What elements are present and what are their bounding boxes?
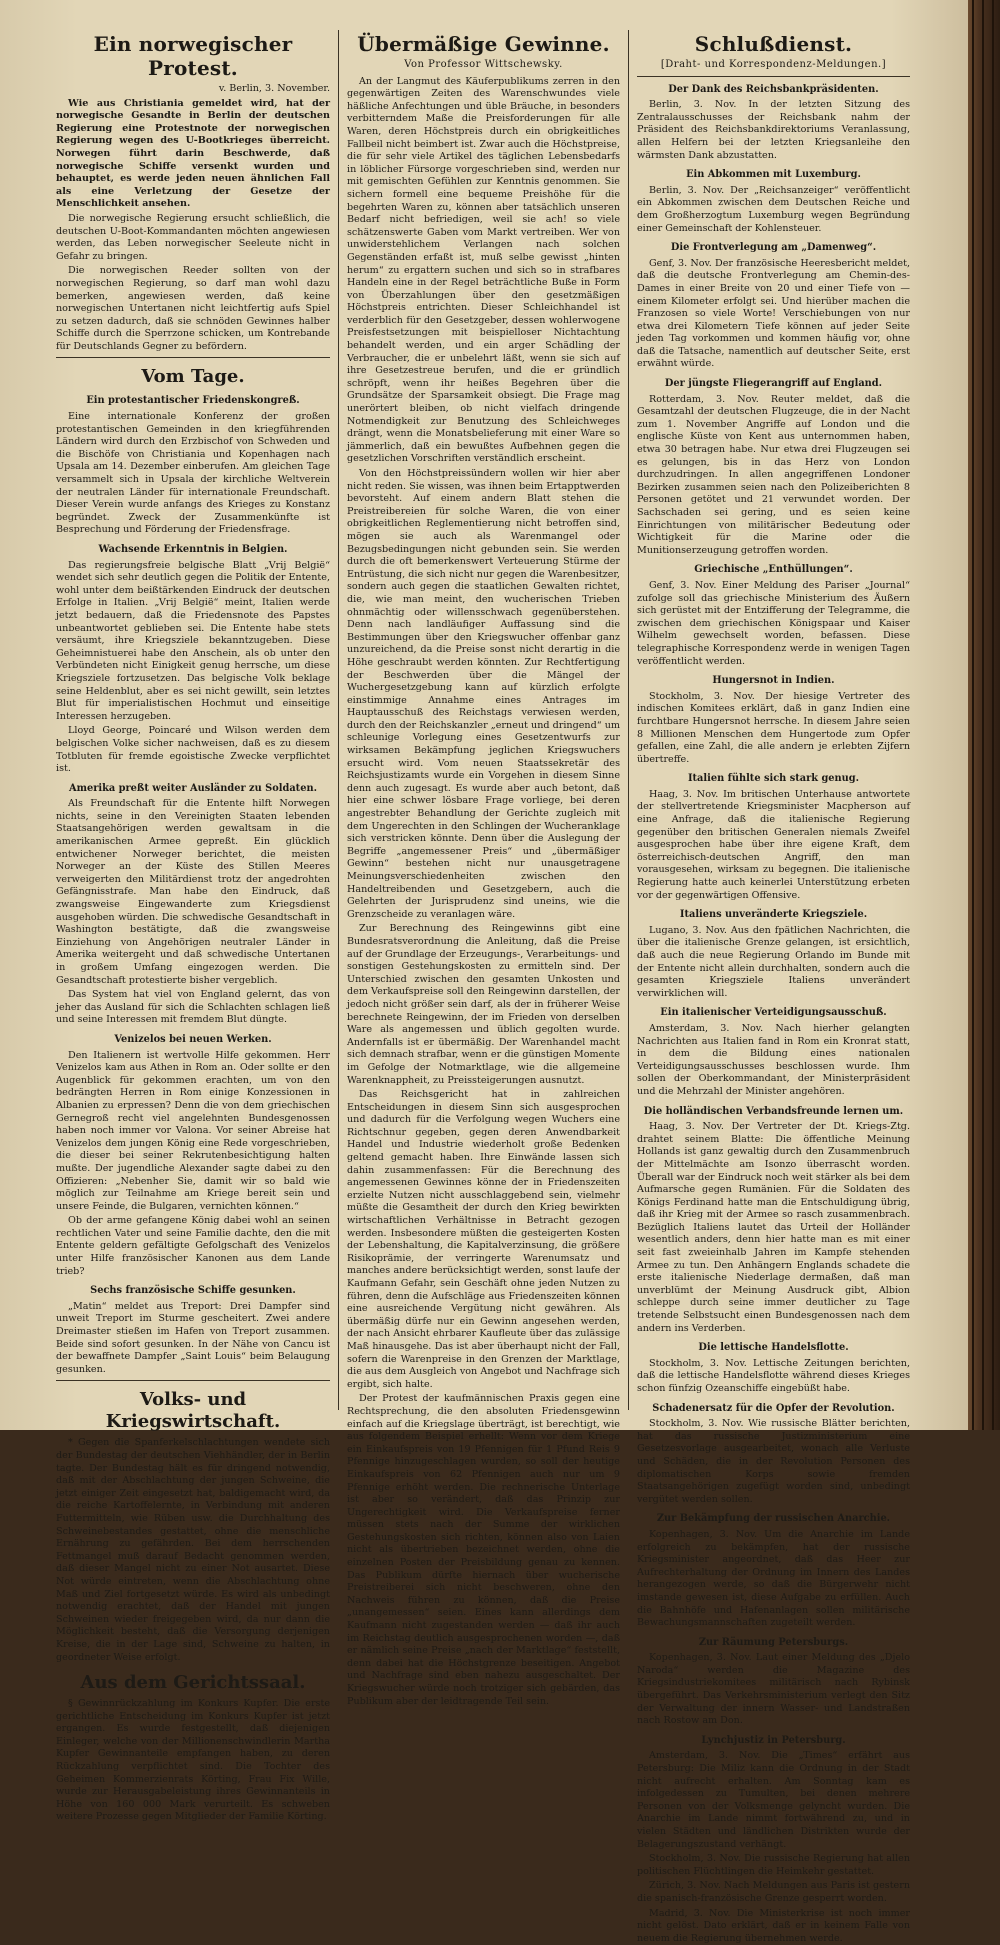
paragraph: Die norwegische Regierung ersucht schließlich, die deutschen U-Boot-Kommandanten möchten angewiesen werden, das Leben norwegischer Seeleute nicht in Gefahr zu bringen.	[56, 212, 330, 262]
news-heading: Die lettische Handelsflotte.	[698, 1342, 849, 1354]
news-item: Haag, 3. Nov. Der Vertreter der Dt. Kriegs-Ztg. drahtet seinem Blatte: Die öffentliche Meinung Hollands ist ganz gewaltig durch den Zusammenbruch der Mittelmächte am Isonzo überrascht worden. Überall war der Eindruck noch weit stärker als bei dem Aufmarsche gegen Rumänien. Für die Soldaten des Königs Ferdinand hatte man die Entschuldigung übrig, daß ihr Krieg mit der Armee so rasch zusammenbrach. Bezüglich Italiens lautet das Urteil der Holländer wesentlich anders, denn hier hatte man es mit einer seit fast zweieinhalb Jahren im Kampfe stehenden Armee zu tun. Den Anhängern Englands schadete die erste italienische Niederlage dermaßen, daß man unverblümt der Meinung Ausdruck gibt, Albion schleppe durch seine immer deutlicher zu Tage tretende Selbstsucht einen Bundesgenossen nach dem andern ins Verderben.	[637, 1121, 910, 1334]
news-item: Lugano, 3. Nov. Aus den fpätlichen Nachrichten, die über die italienische Grenze gelangen, ist ersichtlich, daß auch die neue Regierung Orlando im Bunde mit der Entente nicht allein durchhalten, sondern auch die gesamten Kriegsziele Italiens unverändert verwirklichen will.	[637, 924, 910, 999]
section-title-volkswirtschaft: Volks- und Kriegswirtschaft.	[105, 1389, 281, 1433]
news-item: Berlin, 3. Nov. Der „Reichsanzeiger“ veröffentlicht ein Abkommen zwischen dem Deutschen Reiche und dem Großherzogtum Luxemburg wegen Begründung einer Gemeinschaft der Kohlensteuer.	[637, 184, 910, 234]
news-heading: Der jüngste Fliegerangriff auf England.	[664, 378, 883, 390]
article-title-protest: Ein norwegischer Protest.	[93, 32, 293, 80]
news-item: Stockholm, 3. Nov. Lettische Zeitungen berichten, daß die lettische Handelsflotte während dieses Krieges schon fünfzig Ozeanschiffe eingebüßt habe.	[637, 1357, 910, 1394]
paragraph: § Gewinnrückzahlung im Konkurs Kupfer. Die erste gerichtliche Entscheidung im Konkurs Kupfer ist jetzt ergangen. Es wurde festgestellt, daß diejenigen Einleger, welche von der Millionenschwindlerin Martha Kupfer Gewinnanteile empfangen haben, zu deren Rückzahlung verpflichtet sind. Die Tochter des Geheimen Kommerzienrats Körting, Frau Fix Wille, wurde zur Herausgabeleistung ihres Gewinnanteils in Höhe von 160 000 Mark verurteilt. Es schweben weitere Prozesse gegen Mitglieder der Familie Körting.	[56, 1698, 330, 1823]
dateline: v. Berlin, 3. November.	[218, 83, 330, 94]
news-heading: Die holländischen Verbandsfreunde lernen um.	[643, 1105, 904, 1117]
news-item: Kopenhagen, 3. Nov. Laut einer Meldung des „Djelo Naroda“ werden die Magazine des Kriegsindustriekomitees militärisch nach Rybinsk übergeführt. Das Verkehrsministerium verlegt den Sitz der Verwaltung der innern Wasser- und Landstraßen nach Rostow am Don.	[637, 1652, 910, 1727]
column-right	[628, 30, 918, 1944]
paragraph: Eine internationale Konferenz der großen protestantischen Gemeinden in den kriegführenden Ländern wird durch den Erzbischof von Schweden und die Bischöfe von Christiania und Kopenhagen nach Upsala am 14. Dezember einberufen. Am gleichen Tage versammelt sich in Upsala der kirchliche Weltverein der neutralen Länder für internationale Freundschaft. Dieser Verein wurde anfangs des Krieges zu Konstanz begründet. Zweck der Zusammenkünfte ist Besprechung und Förderung der Friedensfrage.	[56, 411, 330, 536]
news-heading: Schadenersatz für die Opfer der Revolution.	[652, 1402, 895, 1414]
book-binding	[968, 0, 1000, 1430]
news-heading: Ein italienischer Verteidigungsausschuß.	[660, 1007, 887, 1019]
paragraph: Lloyd George, Poincaré und Wilson werden dem belgischen Volke sicher nachweisen, daß es zu diesem Totbluten für fremde egoistische Zwecke verpflichtet ist.	[56, 725, 330, 775]
paragraph: * Gegen die Spanferkelschlachtungen wendete sich der Bundestag der deutschen Viehhändler, der in Berlin tagte. Der Bundestag hält es für dringend notwendig, daß mit der Abschlachtung der jungen Schweine, die jetzt einiger Zeit eingesetzt hat, baldigemacht wird, da die reiche Kartoffelernte, in Verbindung mit anderen Futtermitteln, wie Rüben usw. die Durchhaltung des Schweinebestandes gestattet, ohne die menschliche Ernährung zu gefährden. Bei dem herrschenden Fettmangel muß darauf Bedacht genommen werden, daß dieser Mangel nicht zu einer Not ausartet. Diese Not würde eintreten, wenn die Abschlachtung ohne Maß und Ziel fortgesetzt würde. Es wird als unbedingt notwendig erachtet, daß der Handel mit jungen Schweinen wieder freigegeben wird, da nur dann die Möglichkeit besteht, daß die Versorgung derjenigen Kreise, die in der Lage sind, Schweine zu halten, in geordneter Weise erfolgt.	[56, 1437, 330, 1663]
news-heading: Italien fühlte sich stark genug.	[687, 773, 860, 785]
news-item: Stockholm, 3. Nov. Wie russische Blätter berichten, hat das russische Justizministerium eine Gesetzesvorlage ausgearbeitet, wonach alle Verluste und Schäden, die in der Revolution Personen des diplomatischen Korps sowie fremden Staatsangehörigen zugefügt worden sind, unbedingt vergütet werden sollen.	[637, 1418, 910, 1505]
paragraph: Das regierungsfreie belgische Blatt „Vrij België“ wendet sich sehr deutlich gegen die Politik der Entente, wohl unter dem beißtärkenden Eindruck der deutschen Erfolge in Italien. „Vrij België“ meint, Italien werde jetzt bedauern, daß die Friedensnote des Papstes unbeantwortet geblieben sei. Die Entente habe stets versäumt, ihre Kriegsziele bekanntzugeben. Diese Geheimnistuerei habe den Anschein, als ob unter den Verbündeten nicht Einigkeit genug herrsche, um diese Kriegsziele fortzusetzen. Das belgische Volk beklage seine Heldenblut, aber es sei nicht gewillt, sein letztes Blut für imperialistischen Hochmut und einseitige Interessen herzugeben.	[56, 559, 330, 722]
news-item: Amsterdam, 3. Nov. Die „Times“ erfährt aus Petersburg: Die Miliz kann die Ordnung in der Stadt nicht aufrecht erhalten. Am Sonntag kam es infolgedessen zu Tumulten, bei denen mehrere Personen von der Volksmenge gelyncht wurden. Die Anarchie im Lande nimmt fortwährend zu, und in vielen Städten und ländlichen Distrikten wurde der Belagerungszustand verhängt.	[637, 1750, 910, 1850]
news-heading: Ein Abkommen mit Luxemburg.	[686, 169, 861, 181]
news-item: Amsterdam, 3. Nov. Nach hierher gelangten Nachrichten aus Italien fand in Rom ein Kronrat statt, in dem die Bildung eines nationalen Verteidigungsausschusses beschlossen wurde. Ihm sollen der Oberkommandant, der Ministerpräsident und die Mehrzahl der Minister angehören.	[637, 1022, 910, 1097]
article-heading: Wachsende Erkenntnis in Belgien.	[98, 544, 288, 555]
news-list	[637, 84, 910, 1945]
paragraph: Das System hat viel von England gelernt, das von jeher das Ausland für sich die Schlachten schlagen ließ und seine Interessen mit fremdem Blut düngte.	[56, 989, 330, 1026]
paragraph: Als Freundschaft für die Entente hilft Norwegen nichts, seine in den Vereinigten Staaten lebenden Staatsangehörigen werden gewaltsam in die amerikanischen Armee gepreßt. Ein glücklich entwichener Norweger berichtet, die meisten Norweger an der Küste des Stillen Meeres verweigerten den Militärdienst trotz der angedrohten Gefängnisstrafe. Man habe den Eindruck, daß zwangsweise Eingewanderte zum Kriegsdienst ausgehoben würden. Die schwedische Gesandtschaft in Washington bestätigte, daß die zwangsweise Einziehung von Angehörigen neutraler Länder in Amerika weitergeht und daß schwedische Untertanen in großem Umfang eingezogen werden. Die Gesandtschaft protestierte bisher vergeblich.	[56, 798, 330, 986]
news-item: Berlin, 3. Nov. In der letzten Sitzung des Zentralausschusses der Reichsbank nahm der Präsident des Reichsbankdirektoriums Veranlassung, allen Helfern bei der letzten Kriegsanleihe den wärmsten Dank abzustatten.	[637, 99, 910, 161]
news-item: Stockholm, 3. Nov. Die russische Regierung hat allen politischen Flüchtlingen die Heimkehr gestattet.	[637, 1853, 910, 1877]
news-item: Genf, 3. Nov. Der französische Heeresbericht meldet, daß die deutsche Frontverlegung am Chemin-des-Dames in einer Breite von 20 und einer Tiefe von — einem Kilometer erfolgt sei. Und hierüber machen die Franzosen so viele Worte! Verschiebungen von nur etwa drei Kilometern Tiefe können auf jeder Seite jeden Tag vorkommen und kommen häufig vor, ohne daß die Tatsache, namentlich auf deutscher Seite, erst erwähnt würde.	[637, 257, 910, 370]
news-heading: Der Dank des Reichsbankpräsidenten.	[668, 83, 879, 95]
article-heading: Venizelos bei neuen Werken.	[114, 1033, 272, 1045]
paragraph: Die norwegischen Reeder sollten von der norwegischen Regierung, so darf man wohl dazu bemerken, angewiesen werden, daß keine norwegischen Untertanen nicht leichtfertig aufs Spiel zu setzen dadurch, daß sie schnöden Gewinnes halber Schiffe durch die Sperrzone schicken, um Kontrebande für Deutschlands Gegner zu befördern.	[56, 265, 330, 352]
paragraph: Von den Höchstpreissündern wollen wir hier aber nicht reden. Sie wissen, was ihnen beim Ertapptwerden bevorsteht. Auf einem andern Blatt stehen die Preistreibereien für solche Waren, die von einer obrigkeitlichen Reglementierung nicht betroffen sind, mögen sie auch als Warenmangel oder Bezugsbedingungen nicht gebunden sein. Sie werden durch die oft bemerkenswert Verteuerung Stürme der Entrüstung, die sich nicht nur gegen die Warenbesitzer, sondern auch gegen die staatlichen Gewalten richtet, die, wie man meint, den wucherischen Trieben ohnmächtig oder willensschwach gegenüberstehen. Denn nach landläufiger Auffassung sind die Bestimmungen über den Kriegswucher offenbar ganz unzureichend, da die Preise sonst nicht derartig in die Höhe geschraubt werden könnten. Zur Rechtfertigung der Beschwerden über die Mängel der Wuchergesetzgebung kann auf kürzlich erfolgte einstimmige Annahme eines Antrages im Hauptausschuß des Reichstags verwiesen werden, durch den der Reichskanzler „erneut und dringend“ um schleunige Vorlegung eines Gesetzentwurfs zur wirksamen Bekämpfung jeglichen Kriegswuchers ersucht wird. Vom neuen Staatssekretär des Reichsjustizamts wurde ein Vorgehen in diesem Sinne denn auch zugesagt. Es wurde aber auch betont, daß hier eine schwer lösbare Frage vorliege, bei deren angestrebter Behandlung der Gerichte zugleich mit dem Ungerechten in den Schlingen der Wucheranklage sich verstricken könnte. Denn über die Auslegung der Begriffe „angemessener Preis“ und „übermäßiger Gewinn“ bestehen nicht nur unausgetragene Meinungsverschiedenheiten zwischen den Handeltreibenden und Gesetzgebern, auch die Gelehrten der Jurisprudenz sind uneins, wie die Grenzscheide zu veranlagen wäre.	[347, 468, 620, 920]
news-item: Genf, 3. Nov. Einer Meldung des Pariser „Journal“ zufolge soll das griechische Ministerium des Äußern sich gerüstet mit der Entzifferung der Telegramme, die zwischen dem griechischen Königspaar und Kaiser Wilhelm gewechselt worden, befassen. Diese telegraphische Korrespondenz werde in wenigen Tagen veröffentlicht werden.	[637, 579, 910, 667]
section-title-vom-tage: Vom Tage.	[141, 366, 245, 388]
news-heading: Zur Räumung Petersburgs.	[698, 1636, 849, 1648]
divider	[56, 357, 330, 358]
article-lead: Wie aus Christiania gemeldet wird, hat der norwegische Gesandte in Berlin der deutschen Regierung eine Protestnote der norwegischen Regierung wegen des U-Bootkrieges überreicht. Norwegen führt darin Beschwerde, daß norwegische Schiffe versenkt wurden und behauptet, es werde jeden neuen ähnlichen Fall als eine Verletzung der Gesetze der Menschlichkeit ansehen.	[56, 97, 330, 210]
paragraph: „Matin“ meldet aus Treport: Drei Dampfer sind unweit Treport im Sturme gescheitert. Zwei andere Dreimaster stießen im Hafen von Treport zusammen. Beide sind sofort gesunken. In der Nähe von Cancu ist der bewaffnete Dampfer „Saint Louis“ beim Belaugung gesunken.	[56, 1300, 330, 1375]
news-item: Haag, 3. Nov. Im britischen Unterhause antwortete der stellvertretende Kriegsminister Macpherson auf eine Anfrage, daß die italienische Regierung gegenüber den britischen Generalen niemals Zweifel ausgesprochen habe über ihre eigene Kraft, dem österreichisch-deutschen Angriff, den man vorausgesehen, wirksam zu begegnen. Die italienische Regierung hatte auch keinerlei Unterstützung erbeten vor der gegenwärtigen Offensive.	[637, 788, 910, 901]
paragraph: Den Italienern ist wertvolle Hilfe gekommen. Herr Venizelos kam aus Athen in Rom an. Oder sollte er den Augenblick für gekommen erachten, um von den bedrängten Herren in Rom einige Konzessionen in Albanien zu erpressen? Denn die von dem griechischen Gernegroß recht viel angelehnten Bundesgenossen haben noch immer vor Valona. Vor seiner Abreise hat Venizelos dem jungen König eine Rede vorgeschrieben, die dieser bei seiner Rekrutenbesichtigung halten mußte. Der jugendliche Alexander sagte dabei zu den Offizieren: „Nebenher Sie, damit wir so bald wie möglich zur Teilnahme am Kriege bereit sein und unsere Feinde, die Bulgaren, vernichten können.“	[56, 1049, 330, 1212]
article-heading: Ein protestantischer Friedenskongreß.	[86, 395, 300, 407]
paragraph: Zur Berechnung des Reingewinns gibt eine Bundesratsverordnung die Anleitung, daß die Preise auf der Grundlage der Erzeugungs-, Verarbeitungs- und sonstigen Gestehungskosten zu ermitteln sind. Der Unterschied zwischen den gesamten Unkosten und dem Verkaufspreise soll den Reingewinn darstellen, der jedoch nicht größer sein darf, als der in früherer Weise berechnete Reingewinn, der im Frieden von derselben Ware als angemessen und üblich gegolten wurde. Andernfalls ist er übermäßig. Der Warenhandel macht sich demnach strafbar, wenn er die günstigen Momente im Gefolge der Notmarktlage, wie die allgemeine Warenknappheit, zu Preissteigerungen ausnutzt.	[347, 923, 620, 1086]
news-heading: Die Frontverlegung am „Damenweg“.	[670, 242, 877, 254]
column-left	[48, 30, 338, 1823]
news-heading: Italiens unveränderte Kriegsziele.	[679, 909, 868, 921]
section-subtitle: [Draht- und Korrespondenz-Meldungen.]	[660, 59, 887, 70]
news-item: Madrid, 3. Nov. Die Ministerkrise ist noch immer nicht gelöst. Dato erklärt, daß er in keinem Falle von neuem die Regierung übernehmen werde.	[637, 1907, 910, 1944]
news-item: Rotterdam, 3. Nov. Reuter meldet, daß die Gesamtzahl der deutschen Flugzeuge, die in der Nacht zum 1. November Angriffe auf London und die englische Küste von Kent aus unternommen haben, etwa 30 betragen habe. Nur etwa drei Flugzeugen sei es gelungen, bis in das Herz von London durchzudringen. In allen angegriffenen Londoner Bezirken zusammen seien nach den Polizeiberichten 8 Personen getötet und 21 verwundet worden. Der Sachschaden sei gering, und es seien keine Einrichtungen von militärischer Bedeutung oder Wichtigkeit für die Marine oder die Munitionserzeugung getroffen worden.	[637, 393, 910, 556]
column-container	[48, 30, 954, 1944]
paragraph: Das Reichsgericht hat in zahlreichen Entscheidungen in diesem Sinn sich ausgesprochen und dadurch für die Verfolgung wegen Wuchers eine Richtschnur gegeben, gegen deren Anwendbarkeit Handel und Industrie wiederholt große Bedenken geltend gemacht haben. Ihre Einwände lassen sich dahin zusammenfassen: Für die Berechnung des angemessenen Gewinnes könne der in Friedenszeiten erzielte Nutzen nicht ausschlaggebend sein, vielmehr müßte die Gesamtheit der durch den Krieg bewirkten wirtschaftlichen Verhältnisse in Betracht gezogen werden. Insbesondere müßten die gesteigerten Kosten der Lebenshaltung, die Kapitalverzinsung, die größere Risikoprämie, der verringerte Warenumsatz und manches andere berücksichtigt werden, sonst laufe der Kaufmann Gefahr, sein Geschäft ohne jeden Nutzen zu führen, denn die Aufschläge aus Friedenszeiten können eine ausreichende Vergütung nicht gewähren. Als übermäßig dürfe nur ein Gewinn angesehen werden, der nach Ansicht ehrbarer Kaufleute über das zulässige Maß hinausgehe. Das ist aber überhaupt nicht der Fall, sofern die Warenpreise in den Grenzen der Marktlage, die aus dem Ausgleich von Angebot und Nachfrage sich ergibt, sich halte.	[347, 1089, 620, 1390]
divider	[637, 76, 910, 77]
paragraph: Ob der arme gefangene König dabei wohl an seinen rechtlichen Vater und seine Familie dachte, den die mit Entente geldern gefältigte Gefolgschaft des Venizelos unter Hilfe französischer Kanonen aus dem Lande trieb?	[56, 1215, 330, 1277]
news-heading: Zur Bekämpfung der russischen Anarchie.	[656, 1513, 891, 1525]
byline: Von Professor Wittschewsky.	[404, 59, 563, 70]
article-heading: Amerika preßt weiter Ausländer zu Soldaten.	[69, 782, 317, 794]
news-item: Kopenhagen, 3. Nov. Um die Anarchie im Lande erfolgreich zu bekämpfen, hat der russische Kriegsminister angeordnet, daß das Heer zur Aufrechterhaltung der Ordnung im Innern des Landes herangezogen werde, so daß die Bürgerwehr nicht imstande gewesen ist, diese Aufgabe zu erfüllen. Auch die Bahnhöfe und Hafenanlagen sollen militärische Bewachungsmannschaften zugeteilt werden.	[637, 1528, 910, 1629]
paragraph: Der Protest der kaufmännischen Praxis gegen eine Rechtsprechung, die den absoluten Friedensgewinn einfach auf die Kriegslage überträgt, ist berechtigt, wie aus folgendem Beispiel erhellt: Wenn vor dem Kriege ein Einkaufspreis von 19 Pfennigen für 1 Pfund Reis 9 Pfennige hinzugeschlagen wurden, so soll der heutige Einkaufspreis von 62 Pfennigen auch nur um 9 Pfennige erhöht werden. Die rechnerische Unterlage ist aber so verändert, daß das Prinzip zur Ungerechtigkeit wird. Die Verkaufspreise ferner müssen stets nach der Summe der wirklichen Gestehungskosten sich richten, können also von Laien nicht als übertrieben bezeichnet werden, ohne die einzelnen Posten der Preisbildung genau zu kennen. Das Publikum dürfte hiernach über wucherische Preistreiberei sich nicht beschweren, ohne den Nachweis führen zu können, daß die Preise „unangemessen“ seien. Eines kann allerdings dem Kaufmann nicht zugestanden werden — daß ihr auch im Reichstag deutlich ausgesprochenen worden —, daß er nämlich seine Preise „nach der Marktlage“ feststellt, denn dabei hat die Höchstgrenze beseitigen. Angebot und Nachfrage sind eben nahezu ausgeschaltet. Der Kriegswucher würde noch trotziger sich gebärden, das Publikum aber der leidtragende Teil sein.	[347, 1393, 620, 1707]
news-item: Zürich, 3. Nov. Nach Meldungen aus Paris ist gestern die spanisch-französische Grenze gesperrt worden.	[637, 1880, 910, 1904]
news-heading: Hungersnot in Indien.	[712, 675, 835, 687]
article-heading: Sechs französische Schiffe gesunken.	[90, 1285, 296, 1297]
article-title-gewinne: Übermäßige Gewinne.	[357, 32, 610, 56]
column-middle	[338, 30, 628, 1707]
divider	[56, 1380, 330, 1381]
article-title-schlussdienst: Schlußdienst.	[694, 32, 853, 56]
paragraph: An der Langmut des Käuferpublikums zerren in den gegenwärtigen Zeiten des Warenschwundes viele häßliche Anfechtungen und üble Bräuche, in besonders verbitterndem Maße die Preisforderungen für alle Waren, deren Höchstpreis durch ein obrigkeitliches Fallbeil nicht beimbert ist. Zwar auch die Höchstpreise, die für sehr viele Artikel des täglichen Lebensbedarfs in löblicher Fürsorge vorgeschrieben sind, werden nur mit gemischten Gefühlen zur Kenntnis genommen. Sie sichern formell eine bequeme Preishöhe für die begehrten Waren zu, können aber tatsächlich unseren Bedarf nicht befriedigen, weil sie ach! so viele schätzenswerte Gaben vom Markt vertreiben. Wer von unwiderstehlichem Verlangen nach solchen Gegenständen erfaßt ist, muß selbe gewisst „hinten herum“ zu ergattern suchen und sich so in strafbares Handeln eine in der Regel beträchtliche Buße in Form von Überzahlungen über den gesetzmäßigen Höchstpreis entrichten. Dieser Schleichhandel ist verderblich für den Gesetzgeber, dessen wohlerwogene Preisfestsetzungen mit beispielloser Nichtachtung behandelt werden, und ein arger Schädling der Verbraucher, die er unbelehrt läßt, wenn sie sich auf ihre Gesetzestreue berufen, und die er gründlich schröpft, wenn ihr heißes Begehren über die Grundsätze der Sparsamkeit obsiegt. Die Frage mag unerörtert bleiben, ob nicht vielfach dringende Notmendigkeit zur Benutzung des Schleichweges drängt, wenn die Monatsbelieferung mit einer Ware so jämmerlich, daß ein bewußtes Aufbehnen gegen die gesetzlichen Vorschriften verständlich erscheint.	[347, 75, 620, 465]
news-heading: Lynchjustiz in Petersburg.	[701, 1734, 846, 1746]
news-item: Stockholm, 3. Nov. Der hiesige Vertreter des indischen Komitees erklärt, daß in ganz Indien eine furchtbare Hungersnot herrsche. In diesem Jahre seien 8 Millionen Menschen dem Hungertode zum Opfer gefallen, eine Zahl, die alle andern je erlebten Zijfern übertreffe.	[637, 690, 910, 765]
section-title-gerichtssaal: Aus dem Gerichtssaal.	[80, 1672, 306, 1694]
news-heading: Griechische „Enthüllungen“.	[694, 564, 853, 576]
